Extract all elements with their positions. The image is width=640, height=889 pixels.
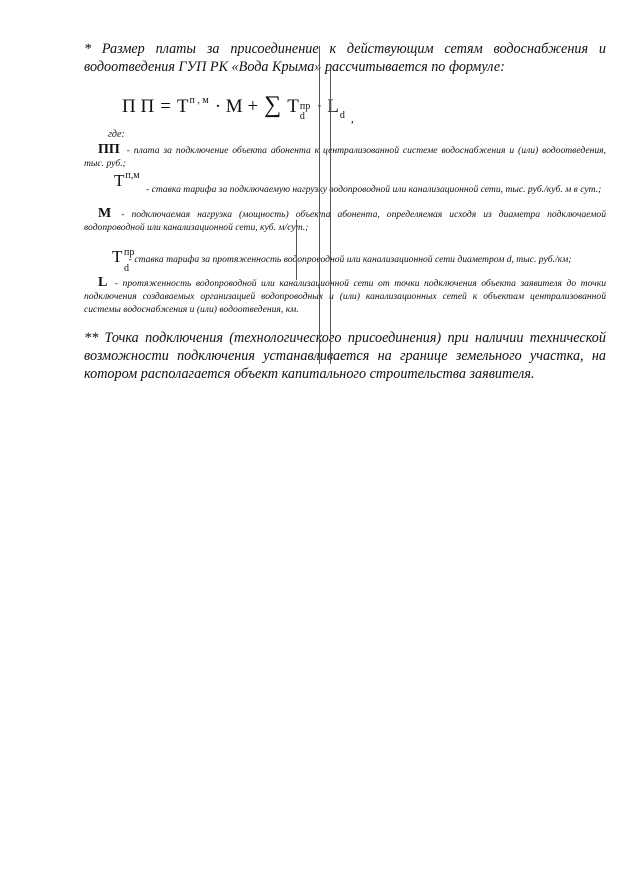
symbol-tpm-superscript: п,м: [125, 170, 140, 181]
formula-t-superscript: п , м: [189, 95, 209, 106]
formula-l-term: · L: [316, 96, 339, 117]
definition-pp-text: - плата за подключение объекта абонента к централизованной системе водоснабжения и (или) водоотведения, тыс. руб.;: [84, 145, 606, 169]
symbol-pp: ПП: [98, 142, 120, 157]
definition-tpm: [84, 170, 606, 196]
definition-m-text: - подключаемая нагрузка (мощность) объекта абонента, определяемая исходя из диаметра подключаемой водопроводной или канализационной сети, куб. м/сут.;: [84, 209, 606, 233]
scan-artifact-line: [319, 46, 320, 364]
intro-paragraph: * Размер платы за присоединение к действующим сетям водоснабжения и водоотведения ГУП РК «Вода Крыма» рассчитывается по формуле:: [84, 41, 606, 75]
definition-tpm-text: - ставка тарифа за подключаемую нагрузку водопроводной или канализационной сети, тыс. руб./куб. м в сут.;: [143, 184, 602, 195]
symbol-tpm: [114, 171, 140, 190]
definition-pp: [84, 143, 606, 170]
formula-equals: =: [160, 96, 171, 117]
note-paragraph: ** Точка подключения (технологического присоединения) при наличии технической возможности подключения устанавливается на границе земельного участка, на котором располагается объект капитального строительства заявителя.: [84, 330, 606, 382]
formula-td: Т: [287, 96, 299, 117]
symbol-td-superscript: пр: [124, 247, 135, 258]
where-label: где:: [108, 129, 125, 140]
scan-artifact-line: [330, 70, 331, 364]
definition-l-text: - протяженность водопроводной или канализационной сети от точки подключения объекта заявителя до точки подключения создаваемых организацией водопроводных и (или) канализационных сетей к объектам централизованной системы водоснабжения и (или) водоотведения, км.: [84, 278, 606, 315]
definition-td: [84, 247, 606, 274]
symbol-td: [112, 247, 135, 274]
scan-artifact-line: [296, 220, 297, 280]
formula-td-indices: [300, 102, 310, 122]
symbol-l: L: [98, 275, 108, 290]
formula-l-subscript: d: [339, 110, 345, 121]
definition-m: [84, 207, 606, 234]
definition-td-text: - ставка тарифа за протяженность водопроводной или канализационной сети диаметром d, тыс. руб./км;: [126, 254, 572, 265]
formula-td-subscript: d: [299, 111, 305, 122]
formula-lhs: П П: [122, 96, 155, 117]
formula-td-superscript: пр: [299, 101, 311, 112]
symbol-m: М: [98, 206, 112, 221]
formula-m-term: · М +: [214, 96, 259, 117]
formula-sum-sign: ∑: [264, 92, 282, 118]
definition-l: [84, 276, 606, 316]
formula-comma: ,: [350, 111, 354, 125]
symbol-td-subscript: d: [124, 263, 129, 274]
symbol-td-base: Т: [112, 247, 123, 266]
symbol-tpm-base: Т: [114, 171, 125, 190]
formula-t: Т: [176, 96, 189, 117]
